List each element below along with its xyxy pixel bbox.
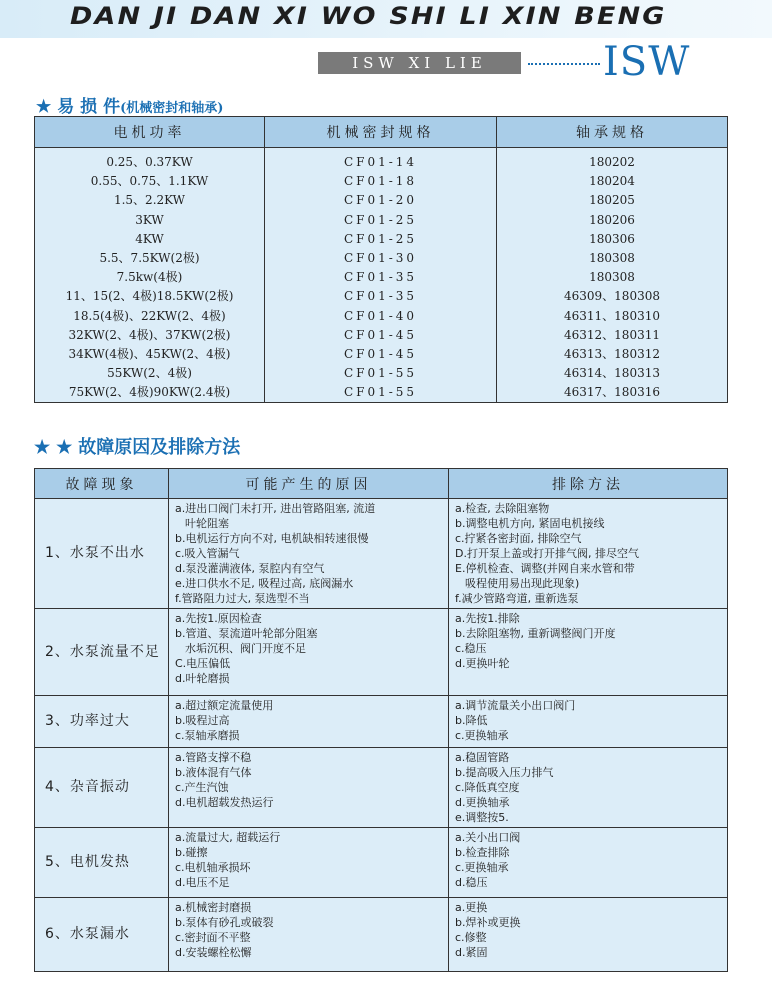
bearing-spec-cell: 46309、180308 xyxy=(564,289,660,304)
remedy-line: 吸程使用易出现此现象) xyxy=(465,577,580,590)
symptom-cell: 6、水泵漏水 xyxy=(35,898,169,972)
remedy-line: D.打开泵上盖或打开排气阀, 排尽空气 xyxy=(455,547,639,560)
cause-line: a.流量过大, 超载运行 xyxy=(175,831,281,844)
cause-line: e.进口供水不足, 吸程过高, 底阀漏水 xyxy=(175,577,354,590)
seal-spec-cell: CF01-14 xyxy=(343,155,418,169)
page-title: DAN JI DAN XI WO SHI LI XIN BENG xyxy=(70,2,667,30)
series-label: ISW XI LIE xyxy=(318,52,521,74)
table-row xyxy=(35,696,728,748)
causes-cell xyxy=(169,696,449,748)
causes-cell xyxy=(169,828,449,898)
remedies-cell xyxy=(449,609,728,696)
remedies-cell xyxy=(449,499,728,609)
cause-line: d.电压不足 xyxy=(175,876,230,889)
cause-line: a.超过额定流量使用 xyxy=(175,699,274,712)
symptom-cell: 3、功率过大 xyxy=(35,696,169,748)
motor-power-cell: 3KW xyxy=(135,212,164,227)
table-header-row xyxy=(35,117,728,148)
bearing-spec-cell: 180204 xyxy=(589,174,635,189)
remedies-cell xyxy=(449,748,728,828)
cause-line: a.机械密封磨损 xyxy=(175,901,252,914)
wear-parts-heading xyxy=(36,92,223,117)
motor-power-cell: 0.25、0.37KW xyxy=(106,155,193,169)
seal-spec-column xyxy=(265,148,497,403)
troubleshooting-table xyxy=(34,468,728,972)
cause-line: d.叶轮磨损 xyxy=(175,672,230,685)
cause-line: b.泵体有砂孔或破裂 xyxy=(175,916,274,929)
causes-cell xyxy=(169,748,449,828)
column-header-symptom: 故障现象 xyxy=(35,469,169,499)
cause-line: 叶轮阻塞 xyxy=(185,517,229,530)
table-row xyxy=(35,828,728,898)
cause-line: b.液体混有气体 xyxy=(175,766,252,779)
table-header-row xyxy=(35,469,728,499)
cause-line: c.密封面不平整 xyxy=(175,931,251,944)
remedy-line: c.修整 xyxy=(455,931,487,944)
bearing-spec-cell: 180205 xyxy=(589,193,635,208)
bearing-spec-cell: 180308 xyxy=(589,250,635,265)
column-header-remedies: 排除方法 xyxy=(449,469,728,499)
bearing-spec-cell: 46313、180312 xyxy=(564,346,660,361)
cause-line: C.电压偏低 xyxy=(175,657,231,670)
wear-parts-subtitle: (机械密封和轴承) xyxy=(120,101,224,116)
remedy-line: a.检查, 去除阻塞物 xyxy=(455,502,550,515)
cause-line: b.电机运行方向不对, 电机缺相转速很慢 xyxy=(175,532,369,545)
causes-cell xyxy=(169,609,449,696)
seal-spec-cell: CF01-45 xyxy=(343,346,418,361)
seal-spec-cell: CF01-55 xyxy=(343,385,418,400)
bearing-spec-cell: 46317、180316 xyxy=(564,385,660,400)
seal-spec-cell: CF01-45 xyxy=(343,327,418,342)
bearing-spec-cell: 46314、180313 xyxy=(564,366,660,381)
cause-line: d.泵没灌满液体, 泵腔内有空气 xyxy=(175,562,325,575)
seal-spec-cell: CF01-35 xyxy=(343,289,418,304)
motor-power-cell: 75KW(2、4极)90KW(2.4极) xyxy=(68,385,231,400)
remedy-line: b.提高吸入压力排气 xyxy=(455,766,554,779)
seal-spec-cell: CF01-55 xyxy=(343,366,418,381)
seal-spec-cell: CF01-40 xyxy=(343,308,418,323)
table-row xyxy=(35,609,728,696)
remedy-line: b.去除阻塞物, 重新调整阀门开度 xyxy=(455,627,616,640)
motor-power-cell: 4KW xyxy=(135,231,164,246)
remedy-line: c.更换轴承 xyxy=(455,729,509,742)
remedies-cell xyxy=(449,828,728,898)
symptom-cell: 4、杂音振动 xyxy=(35,748,169,828)
table-row xyxy=(35,748,728,828)
star-icon: ★ xyxy=(36,97,52,117)
bearing-spec-cell: 180202 xyxy=(589,155,635,169)
motor-power-cell: 11、15(2、4极)18.5KW(2极) xyxy=(65,289,234,304)
remedy-line: d.更换轴承 xyxy=(455,796,510,809)
remedy-line: b.降低 xyxy=(455,714,488,727)
bearing-spec-cell: 180306 xyxy=(589,231,635,246)
motor-power-column xyxy=(35,148,265,403)
seal-spec-cell: CF01-30 xyxy=(343,250,418,265)
column-header-causes: 可能产生的原因 xyxy=(169,469,449,499)
remedy-line: c.降低真空度 xyxy=(455,781,520,794)
remedy-line: a.调节流量关小出口阀门 xyxy=(455,699,576,712)
remedy-line: d.稳压 xyxy=(455,876,488,889)
column-header-bearing-spec: 轴承规格 xyxy=(497,117,728,148)
column-header-seal-spec: 机械密封规格 xyxy=(265,117,497,148)
causes-cell xyxy=(169,499,449,609)
remedy-line: b.调整电机方向, 紧固电机接线 xyxy=(455,517,605,530)
motor-power-cell: 0.55、0.75、1.1KW xyxy=(90,174,209,189)
star-icon: ★ xyxy=(34,437,51,458)
cause-line: b.吸程过高 xyxy=(175,714,230,727)
seal-spec-cell: CF01-25 xyxy=(343,231,418,246)
remedy-line: d.更换叶轮 xyxy=(455,657,510,670)
cause-line: d.安装螺栓松懈 xyxy=(175,946,252,959)
seal-spec-cell: CF01-18 xyxy=(343,174,418,189)
motor-power-cell: 5.5、7.5KW(2极) xyxy=(99,250,200,265)
remedy-line: E.停机检查、调整(并网自来水管和带 xyxy=(455,562,635,575)
symptom-cell: 1、水泵不出水 xyxy=(35,499,169,609)
remedy-line: a.更换 xyxy=(455,901,488,914)
troubleshooting-heading xyxy=(34,433,240,459)
seal-spec-cell: CF01-25 xyxy=(343,212,418,227)
table-body xyxy=(35,148,728,403)
bearing-spec-cell: 46312、180311 xyxy=(564,327,660,342)
symptom-cell: 5、电机发热 xyxy=(35,828,169,898)
cause-line: b.管道、泵流道叶轮部分阻塞 xyxy=(175,627,318,640)
cause-line: c.产生汽蚀 xyxy=(175,781,229,794)
motor-power-cell: 32KW(2、4极)、37KW(2极) xyxy=(68,327,231,342)
cause-line: c.电机轴承损坏 xyxy=(175,861,251,874)
column-header-motor-power: 电机功率 xyxy=(35,117,265,148)
remedy-line: a.关小出口阀 xyxy=(455,831,521,844)
remedies-cell xyxy=(449,696,728,748)
motor-power-cell: 34KW(4极)、45KW(2、4极) xyxy=(68,346,231,361)
cause-line: a.先按1.原因检查 xyxy=(175,612,262,625)
motor-power-cell: 1.5、2.2KW xyxy=(113,193,186,208)
cause-line: b.碰擦 xyxy=(175,846,208,859)
bearing-spec-cell: 180206 xyxy=(589,212,635,227)
symptom-cell: 2、水泵流量不足 xyxy=(35,609,169,696)
dotted-divider xyxy=(528,63,600,65)
remedies-cell xyxy=(449,898,728,972)
motor-power-cell: 18.5(4极)、22KW(2、4极) xyxy=(73,308,226,323)
troubleshooting-title: 故障原因及排除方法 xyxy=(78,437,241,458)
brand-logo: ISW xyxy=(603,39,691,85)
bearing-spec-cell: 180308 xyxy=(589,270,635,285)
cause-line: a.进出口阀门未打开, 进出管路阻塞, 流道 xyxy=(175,502,376,515)
star-icon: ★ xyxy=(56,437,73,458)
cause-line: c.泵轴承磨损 xyxy=(175,729,240,742)
wear-parts-table xyxy=(34,116,728,403)
remedy-line: c.稳压 xyxy=(455,642,487,655)
bearing-spec-column xyxy=(497,148,728,403)
remedy-line: e.调整按5. xyxy=(455,811,509,824)
cause-line: a.管路支撑不稳 xyxy=(175,751,252,764)
seal-spec-cell: CF01-20 xyxy=(343,193,418,208)
causes-cell xyxy=(169,898,449,972)
remedy-line: f.减少管路弯道, 重新选泵 xyxy=(455,592,579,605)
remedy-line: b.焊补或更换 xyxy=(455,916,521,929)
table-row xyxy=(35,499,728,609)
cause-line: f.管路阻力过大, 泵选型不当 xyxy=(175,592,310,605)
remedy-line: a.稳固管路 xyxy=(455,751,510,764)
motor-power-cell: 55KW(2、4极) xyxy=(107,366,192,381)
remedy-line: c.拧紧各密封面, 排除空气 xyxy=(455,532,582,545)
remedy-line: b.检查排除 xyxy=(455,846,510,859)
seal-spec-cell: CF01-35 xyxy=(343,270,418,285)
remedy-line: d.紧固 xyxy=(455,946,488,959)
wear-parts-title: 易 损 件 xyxy=(57,97,121,117)
bearing-spec-cell: 46311、180310 xyxy=(564,308,660,323)
cause-line: 水垢沉积、阀门开度不足 xyxy=(185,642,306,655)
remedy-line: c.更换轴承 xyxy=(455,861,509,874)
cause-line: d.电机超载发热运行 xyxy=(175,796,274,809)
cause-line: c.吸入管漏气 xyxy=(175,547,240,560)
table-row xyxy=(35,898,728,972)
remedy-line: a.先按1.排除 xyxy=(455,612,520,625)
motor-power-cell: 7.5kw(4极) xyxy=(116,270,183,285)
